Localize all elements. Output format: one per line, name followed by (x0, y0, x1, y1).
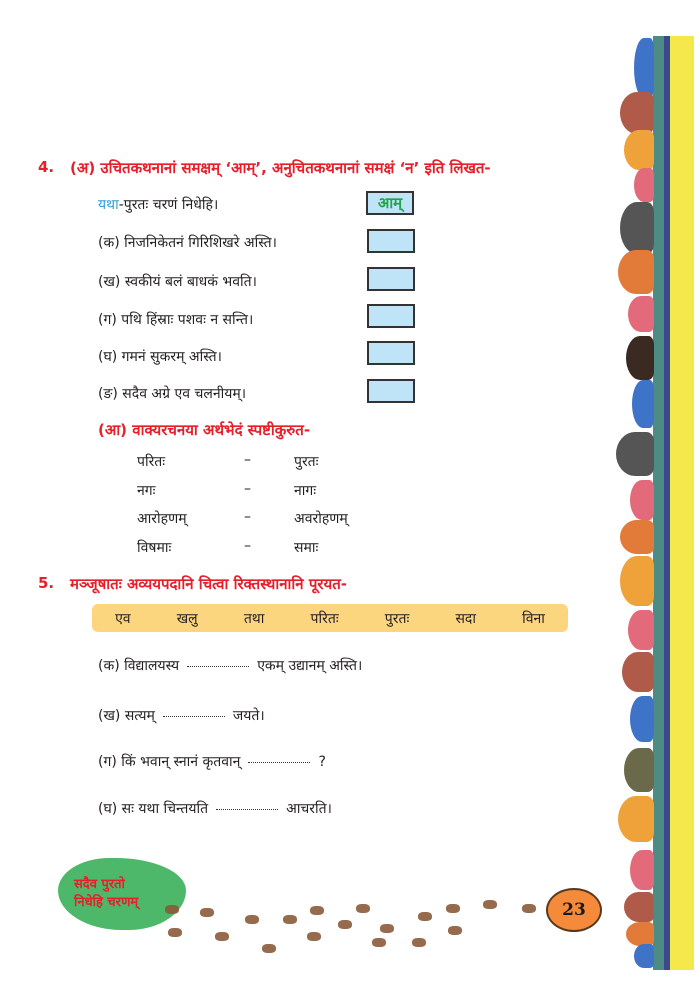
q5-item-gha (98, 799, 332, 818)
item-label: (घ) (98, 801, 118, 817)
q5-item-kha (98, 706, 265, 725)
q5-item-ga (98, 752, 326, 771)
item-text: स्वकीयं बलं बाधकं भवति। (124, 274, 257, 290)
pair-dash: – (244, 452, 251, 468)
word-option: तथा (243, 610, 265, 627)
q4-item-nga (98, 384, 246, 403)
item-text-after: जयते। (232, 708, 265, 724)
pair-left: परितः (137, 454, 166, 470)
item-text-after: आचरति। (286, 801, 332, 817)
q5-item-ka (98, 656, 362, 675)
pair-left: विषमाः (137, 540, 172, 556)
blank-ka[interactable] (187, 656, 249, 667)
item-text-after: एकम् उद्यानम् अस्ति। (257, 658, 363, 674)
q4-item-ka (98, 233, 277, 252)
word-option: विना (522, 610, 545, 627)
pair-dash: – (244, 481, 251, 497)
page-number: 23 (546, 888, 602, 932)
word-option: सदा (455, 610, 476, 627)
border-teal-bar (653, 36, 664, 970)
item-text-after: ? (318, 754, 326, 770)
bush-illustration (58, 858, 186, 930)
blank-ga[interactable] (248, 752, 310, 763)
answer-box-ga[interactable] (367, 304, 415, 328)
item-label: (घ) (98, 349, 118, 365)
example-text: -पुरतः चरणं निधेहि। (118, 197, 219, 213)
pair-right: समाः (294, 540, 319, 556)
example-line (98, 195, 218, 214)
word-box (92, 604, 568, 632)
q4-item-gha (98, 347, 222, 366)
item-text: गमनं सुकरम् अस्ति। (121, 349, 222, 365)
item-text-before: विद्यालयस्य (124, 658, 180, 674)
answer-box-kha[interactable] (367, 267, 415, 291)
question-4b-title: (आ) वाक्यरचनया अर्थभेदं स्पष्टीकुरुत- (98, 421, 311, 439)
q4-item-ga (98, 310, 253, 329)
bush-text-line1: सदैव पुरतो (74, 877, 125, 892)
item-text: निजनिकेतनं गिरिशिखरे अस्ति। (124, 235, 277, 251)
item-label: (ङ) (98, 386, 118, 402)
pair-right: पुरतः (294, 454, 319, 470)
answer-box-nga[interactable] (367, 379, 415, 403)
bush-text-line2: निधेहि चरणम् (74, 895, 139, 910)
item-label: (ख) (98, 708, 121, 724)
item-text-before: सः यथा चिन्तयति (121, 801, 209, 817)
item-text-before: किं भवान् स्नानं कृतवान् (121, 754, 241, 770)
word-option: परितः (310, 610, 339, 627)
example-answer: आम् (377, 194, 403, 212)
item-text-before: सत्यम् (124, 708, 155, 724)
answer-box-gha[interactable] (367, 341, 415, 365)
border-yellow-strip (670, 36, 694, 970)
item-text: सदैव अग्रे एव चलनीयम्। (122, 386, 247, 402)
q4-item-kha (98, 272, 257, 291)
question-5-number: 5. (38, 574, 55, 592)
question-4a-title: (अ) उचितकथनानां समक्षम् ‘आम्’, अनुचितकथनानां समक्षं ‘न’ इति लिखत- (70, 159, 491, 177)
item-label: (ग) (98, 312, 117, 328)
pair-dash: – (244, 509, 251, 525)
question-4-number: 4. (38, 158, 55, 176)
word-option: पुरतः (384, 610, 410, 627)
word-option: एव (115, 610, 131, 627)
item-label: (ग) (98, 754, 117, 770)
pair-dash: – (244, 538, 251, 554)
example-label: यथा (98, 197, 119, 213)
answer-box-ka[interactable] (367, 229, 415, 253)
blank-kha[interactable] (163, 706, 225, 717)
pair-right: अवरोहणम् (294, 511, 348, 527)
item-text: पथि हिंस्राः पशवः न सन्ति। (121, 312, 254, 328)
word-option: खलु (176, 610, 198, 627)
example-answer-box (366, 191, 414, 215)
pair-left: आरोहणम् (137, 511, 187, 527)
item-label: (क) (98, 235, 120, 251)
question-5-title: मञ्जूषातः अव्ययपदानि चित्वा रिक्तस्थानानि पूरयत- (70, 575, 347, 593)
pair-right: नागः (294, 483, 317, 499)
pair-left: नगः (137, 483, 156, 499)
item-label: (क) (98, 658, 120, 674)
blank-gha[interactable] (216, 799, 278, 810)
item-label: (ख) (98, 274, 121, 290)
